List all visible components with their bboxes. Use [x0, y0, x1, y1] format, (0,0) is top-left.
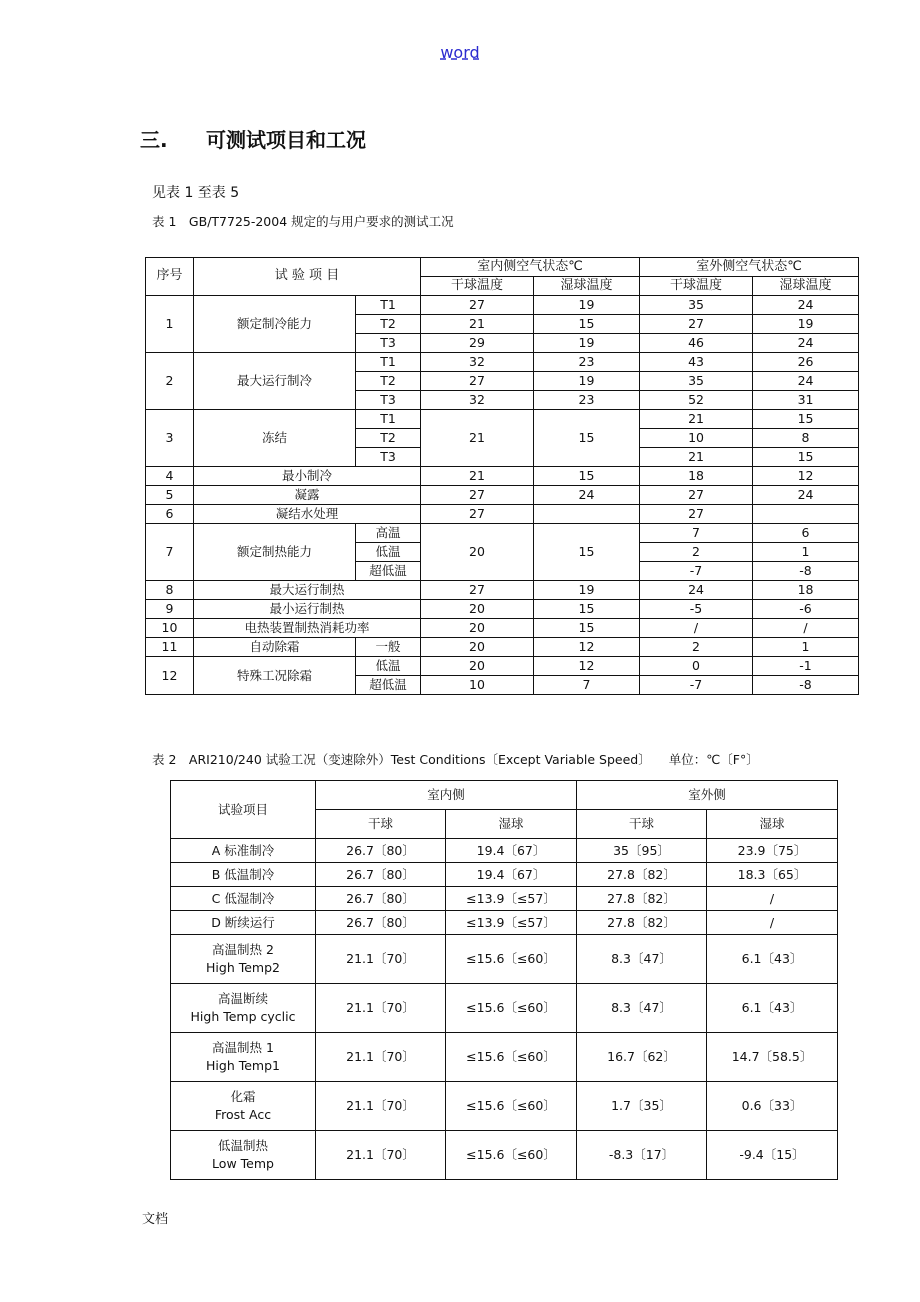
table-row	[171, 984, 838, 1033]
row-value: 24	[753, 486, 859, 505]
table-row	[171, 1082, 838, 1131]
row-item: 最小制冷	[194, 467, 421, 486]
row-seq: 4	[146, 467, 194, 486]
row-value: ≤15.6〔≤60〕	[446, 1131, 577, 1180]
table2-caption	[152, 750, 759, 768]
row-value: ≤13.9〔≤57〕	[446, 887, 577, 911]
row-value: 24	[640, 581, 753, 600]
row-item: 额定制冷能力	[194, 296, 356, 353]
row-value: -1	[753, 657, 859, 676]
row-value: -9.4〔15〕	[707, 1131, 838, 1180]
row-value: 19.4〔67〕	[446, 839, 577, 863]
row-value: 23	[534, 353, 640, 372]
row-value: 35〔95〕	[577, 839, 707, 863]
row-value: 12	[753, 467, 859, 486]
row-item	[171, 863, 316, 887]
row-item-name-en: High Temp2	[206, 960, 280, 975]
row-value: 27	[421, 296, 534, 315]
row-sub: T1	[356, 296, 421, 315]
row-sub: T1	[356, 410, 421, 429]
header-dry: 干球温度	[640, 277, 753, 296]
row-value: 19.4〔67〕	[446, 863, 577, 887]
table-row	[146, 638, 859, 657]
row-sub: 低温	[356, 657, 421, 676]
row-value: 21	[640, 410, 753, 429]
row-value: 24	[534, 486, 640, 505]
table-row	[146, 258, 859, 277]
table-row	[171, 1131, 838, 1180]
row-value: 15	[753, 410, 859, 429]
row-value: 15	[753, 448, 859, 467]
row-item-name-en: High Temp cyclic	[190, 1009, 296, 1024]
row-item-name-en: Frost Acc	[214, 1107, 272, 1122]
row-value: 19	[534, 372, 640, 391]
section-title: 可测试项目和工况	[206, 128, 366, 152]
row-value: /	[707, 911, 838, 935]
row-item: 冻结	[194, 410, 356, 467]
row-seq: 7	[146, 524, 194, 581]
table-row	[146, 657, 859, 676]
row-sub: T2	[356, 372, 421, 391]
row-value: 21.1〔70〕	[316, 1131, 446, 1180]
intro-text: 见表 1 至表 5	[152, 185, 240, 201]
row-sub: T3	[356, 391, 421, 410]
header-indoor: 室内侧	[316, 781, 577, 810]
header-wet: 湿球温度	[534, 277, 640, 296]
row-value: 21	[421, 467, 534, 486]
row-item-name-en: Low Temp	[212, 1156, 274, 1171]
row-value: 27.8〔82〕	[577, 863, 707, 887]
row-item	[171, 1082, 316, 1131]
row-value: 15	[534, 600, 640, 619]
row-item: 电热装置制热消耗功率	[194, 619, 421, 638]
row-item	[171, 935, 316, 984]
row-value: -8	[753, 562, 859, 581]
row-value	[534, 505, 640, 524]
row-item: 额定制热能力	[194, 524, 356, 581]
row-item: 凝结水处理	[194, 505, 421, 524]
row-item: 自动除霜	[194, 638, 356, 657]
row-item: 最大运行制冷	[194, 353, 356, 410]
row-value: 6.1〔43〕	[707, 935, 838, 984]
table-row	[146, 600, 859, 619]
row-value: 10	[640, 429, 753, 448]
row-value: 19	[534, 334, 640, 353]
table-row	[146, 619, 859, 638]
row-value: 20	[421, 619, 534, 638]
header-dry: 干球温度	[421, 277, 534, 296]
row-value: 15	[534, 315, 640, 334]
row-sub: 超低温	[356, 562, 421, 581]
table-row	[146, 486, 859, 505]
row-value: 27	[421, 505, 534, 524]
row-value: 6.1〔43〕	[707, 984, 838, 1033]
row-value: 18.3〔65〕	[707, 863, 838, 887]
row-sub: 低温	[356, 543, 421, 562]
row-value: 26.7〔80〕	[316, 839, 446, 863]
row-value: 46	[640, 334, 753, 353]
row-value: 1.7〔35〕	[577, 1082, 707, 1131]
row-value: /	[707, 887, 838, 911]
row-value: 24	[753, 334, 859, 353]
page-header	[0, 43, 920, 62]
row-item-name: 化霜	[230, 1089, 256, 1105]
row-value: ≤15.6〔≤60〕	[446, 984, 577, 1033]
row-value: 26.7〔80〕	[316, 863, 446, 887]
table2-caption-text: 表 2 ARI210/240 试验工况（变速除外）Test Conditions〔Except Variable Speed〕	[152, 752, 651, 767]
table-row	[171, 781, 838, 810]
row-seq: 2	[146, 353, 194, 410]
table-row	[146, 296, 859, 315]
header-indoor: 室内侧空气状态℃	[421, 258, 640, 277]
row-sub: T1	[356, 353, 421, 372]
table2-unit: 单位：℃〔F°〕	[668, 752, 759, 767]
row-seq: 3	[146, 410, 194, 467]
table-row	[171, 863, 838, 887]
row-value: -7	[640, 562, 753, 581]
row-value: 27	[421, 581, 534, 600]
row-value	[753, 505, 859, 524]
row-value: 16.7〔62〕	[577, 1033, 707, 1082]
header-outdoor: 室外侧	[577, 781, 838, 810]
row-value: 52	[640, 391, 753, 410]
row-value: 26.7〔80〕	[316, 887, 446, 911]
row-value: /	[753, 619, 859, 638]
row-value: 18	[753, 581, 859, 600]
row-item	[171, 1033, 316, 1082]
table-row	[171, 911, 838, 935]
table-row	[146, 505, 859, 524]
row-value: 27	[421, 486, 534, 505]
section-heading	[140, 124, 366, 153]
table1-caption: 表 1 GB/T7725-2004 规定的与用户要求的测试工况	[152, 214, 454, 229]
section-number: 三.	[140, 128, 168, 152]
row-value: 24	[753, 372, 859, 391]
row-value: 21.1〔70〕	[316, 935, 446, 984]
row-value: 7	[534, 676, 640, 695]
row-value: -7	[640, 676, 753, 695]
row-value: 27.8〔82〕	[577, 911, 707, 935]
row-value: 2	[640, 543, 753, 562]
row-sub: 超低温	[356, 676, 421, 695]
page-footer: 文档	[142, 1212, 169, 1227]
row-value: 19	[534, 581, 640, 600]
header-word-link[interactable]: word	[440, 43, 480, 62]
row-value: 8.3〔47〕	[577, 935, 707, 984]
row-value: -8	[753, 676, 859, 695]
row-item-name: B 低温制冷	[211, 866, 275, 882]
row-value: 27	[640, 486, 753, 505]
row-seq: 6	[146, 505, 194, 524]
row-item-name: 高温制热 1	[212, 1040, 274, 1056]
row-value: 21	[640, 448, 753, 467]
row-item-name: 低温制热	[217, 1138, 268, 1154]
row-value: 21.1〔70〕	[316, 984, 446, 1033]
row-value: 23.9〔75〕	[707, 839, 838, 863]
table-row	[146, 353, 859, 372]
row-seq: 1	[146, 296, 194, 353]
table-row	[146, 467, 859, 486]
row-value: 23	[534, 391, 640, 410]
row-item-name: 高温制热 2	[212, 942, 274, 958]
row-value: 20	[421, 657, 534, 676]
row-value: 32	[421, 391, 534, 410]
row-sub: 一般	[356, 638, 421, 657]
row-value: 43	[640, 353, 753, 372]
row-sub: T2	[356, 429, 421, 448]
row-value: 31	[753, 391, 859, 410]
header-wet: 湿球温度	[753, 277, 859, 296]
row-value: 7	[640, 524, 753, 543]
row-value: 15	[534, 524, 640, 581]
header-item: 试验项目	[171, 781, 316, 839]
row-value: 1	[753, 543, 859, 562]
row-item-name-en: High Temp1	[206, 1058, 280, 1073]
row-item: 最大运行制热	[194, 581, 421, 600]
table-row	[146, 581, 859, 600]
row-sub: T3	[356, 448, 421, 467]
row-value: 20	[421, 638, 534, 657]
row-value: 20	[421, 524, 534, 581]
row-value: 27	[421, 372, 534, 391]
row-value: 24	[753, 296, 859, 315]
row-value: /	[640, 619, 753, 638]
row-value: 14.7〔58.5〕	[707, 1033, 838, 1082]
table-row	[146, 410, 859, 429]
row-value: 19	[753, 315, 859, 334]
row-item	[171, 887, 316, 911]
row-value: 26.7〔80〕	[316, 911, 446, 935]
header-dry: 干球	[316, 810, 446, 839]
table-row	[146, 524, 859, 543]
row-item: 最小运行制热	[194, 600, 421, 619]
row-item-name: A 标准制冷	[211, 842, 275, 858]
row-value: 15	[534, 467, 640, 486]
row-value: 20	[421, 600, 534, 619]
row-item	[171, 839, 316, 863]
row-value: 27	[640, 505, 753, 524]
row-value: 0.6〔33〕	[707, 1082, 838, 1131]
row-seq: 12	[146, 657, 194, 695]
row-seq: 10	[146, 619, 194, 638]
table-row	[171, 935, 838, 984]
row-item: 凝露	[194, 486, 421, 505]
row-item-name: 高温断续	[217, 991, 268, 1007]
row-value: -8.3〔17〕	[577, 1131, 707, 1180]
header-item: 试 验 项 目	[194, 258, 421, 296]
table-row	[171, 1033, 838, 1082]
row-item	[171, 984, 316, 1033]
row-value: 18	[640, 467, 753, 486]
row-seq: 11	[146, 638, 194, 657]
row-value: 21.1〔70〕	[316, 1082, 446, 1131]
row-value: 1	[753, 638, 859, 657]
header-wet: 湿球	[446, 810, 577, 839]
row-value: 0	[640, 657, 753, 676]
row-item	[171, 1131, 316, 1180]
row-value: 35	[640, 372, 753, 391]
row-value: ≤13.9〔≤57〕	[446, 911, 577, 935]
header-wet: 湿球	[707, 810, 838, 839]
row-sub: 高温	[356, 524, 421, 543]
row-value: 6	[753, 524, 859, 543]
row-value: ≤15.6〔≤60〕	[446, 935, 577, 984]
table2	[170, 780, 838, 1180]
row-value: 21	[421, 410, 534, 467]
row-seq: 9	[146, 600, 194, 619]
row-value: 2	[640, 638, 753, 657]
row-seq: 8	[146, 581, 194, 600]
row-value: 27.8〔82〕	[577, 887, 707, 911]
row-value: 19	[534, 296, 640, 315]
row-value: 15	[534, 619, 640, 638]
row-sub: T2	[356, 315, 421, 334]
header-seq: 序号	[146, 258, 194, 296]
row-value: 8	[753, 429, 859, 448]
row-value: -5	[640, 600, 753, 619]
row-value: 12	[534, 638, 640, 657]
row-value: 26	[753, 353, 859, 372]
row-sub: T3	[356, 334, 421, 353]
row-item: 特殊工况除霜	[194, 657, 356, 695]
table-row	[171, 839, 838, 863]
row-value: 32	[421, 353, 534, 372]
row-value: 21.1〔70〕	[316, 1033, 446, 1082]
table1	[145, 257, 859, 695]
row-value: 15	[534, 410, 640, 467]
table-row	[171, 887, 838, 911]
row-value: 8.3〔47〕	[577, 984, 707, 1033]
header-dry: 干球	[577, 810, 707, 839]
row-value: -6	[753, 600, 859, 619]
row-value: 35	[640, 296, 753, 315]
row-value: ≤15.6〔≤60〕	[446, 1082, 577, 1131]
row-seq: 5	[146, 486, 194, 505]
row-item-name: C 低湿制冷	[211, 890, 275, 906]
row-value: 10	[421, 676, 534, 695]
row-value: 21	[421, 315, 534, 334]
row-value: 12	[534, 657, 640, 676]
row-value: ≤15.6〔≤60〕	[446, 1033, 577, 1082]
row-value: 27	[640, 315, 753, 334]
header-outdoor: 室外侧空气状态℃	[640, 258, 859, 277]
row-item	[171, 911, 316, 935]
row-item-name: D 断续运行	[211, 914, 275, 930]
row-value: 29	[421, 334, 534, 353]
